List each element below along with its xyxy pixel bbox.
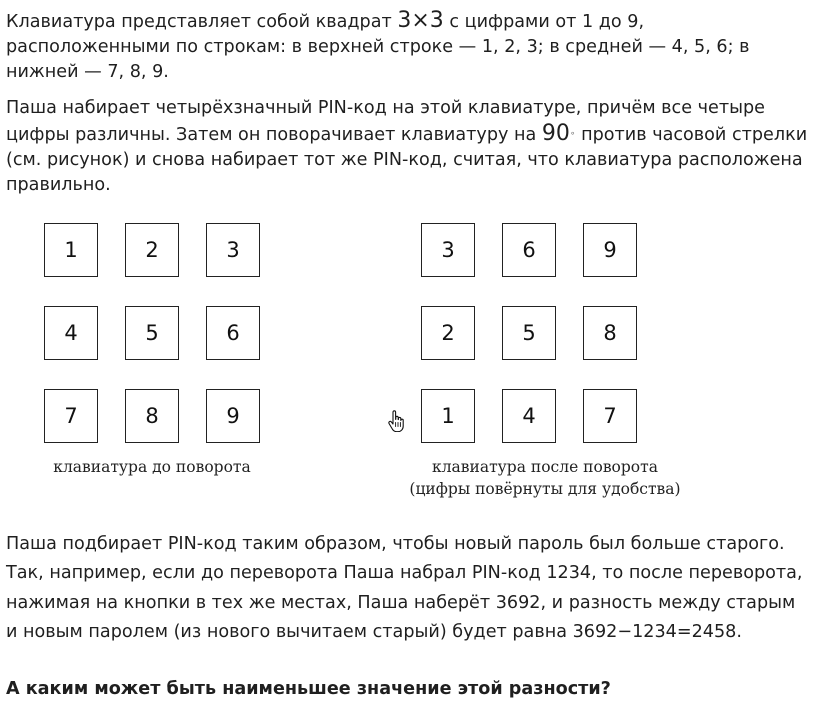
caption-before: клавиатура до поворота — [53, 458, 251, 476]
rotation-angle: 90 — [541, 121, 570, 146]
key-before-1: 1 — [44, 223, 98, 277]
key-after-r3c3: 7 — [583, 389, 637, 443]
key-after-r1c3: 9 — [583, 223, 637, 277]
key-after-r3c2: 4 — [502, 389, 556, 443]
rotation-paragraph — [6, 96, 811, 198]
key-before-3: 3 — [206, 223, 260, 277]
key-after-r1c2: 6 — [502, 223, 556, 277]
intro-text-2: с цифрами от 1 до 9, расположенными по строкам: в верхней строке — 1, 2, 3; в средней — 4, 5, 6; в нижней — 7, 8, 9. — [6, 12, 750, 82]
intro-paragraph — [6, 8, 811, 85]
key-before-2: 2 — [125, 223, 179, 277]
rotation-text-1: Паша набирает четырёхзначный PIN-код на этой клавиатуре, причём все четыре цифры различны. Затем он поворачивает клавиатуру на — [6, 98, 765, 145]
hand-pointer-icon — [387, 410, 405, 432]
key-before-5: 5 — [125, 306, 179, 360]
caption-after-line2: (цифры повёрнуты для удобства) — [409, 480, 681, 498]
caption-after-line1: клавиатура после поворота — [432, 458, 658, 476]
key-after-r2c3: 8 — [583, 306, 637, 360]
key-before-8: 8 — [125, 389, 179, 443]
rotation-text-2: против часовой стрелки (см. рисунок) и снова набирает тот же PIN-код, считая, что клавиатура расположена правильно. — [6, 125, 808, 195]
key-after-r2c1: 2 — [421, 306, 475, 360]
degree-sign: ∘ — [569, 129, 576, 139]
key-before-4: 4 — [44, 306, 98, 360]
key-after-r3c1: 1 — [421, 389, 475, 443]
intro-text-1: Клавиатура представляет собой квадрат — [6, 12, 398, 32]
example-paragraph: Паша подбирает PIN-код таким образом, чтобы новый пароль был больше старого. Так, например, если до переворота Паша набрал PIN-код 1234, то после переворота, нажимая на кнопки в тех же местах, Паша наберёт 3692, и разность между старым и новым паролем (из нового вычитаем старый) будет равна 3692−1234=2458. — [6, 534, 803, 643]
key-before-7: 7 — [44, 389, 98, 443]
key-after-r1c1: 3 — [421, 223, 475, 277]
key-after-r2c2: 5 — [502, 306, 556, 360]
question: А каким может быть наименьшее значение этой разности? — [6, 679, 611, 699]
caption-after — [380, 456, 710, 500]
key-before-6: 6 — [206, 306, 260, 360]
key-before-9: 9 — [206, 389, 260, 443]
keypad-size: 3×3 — [397, 8, 444, 33]
